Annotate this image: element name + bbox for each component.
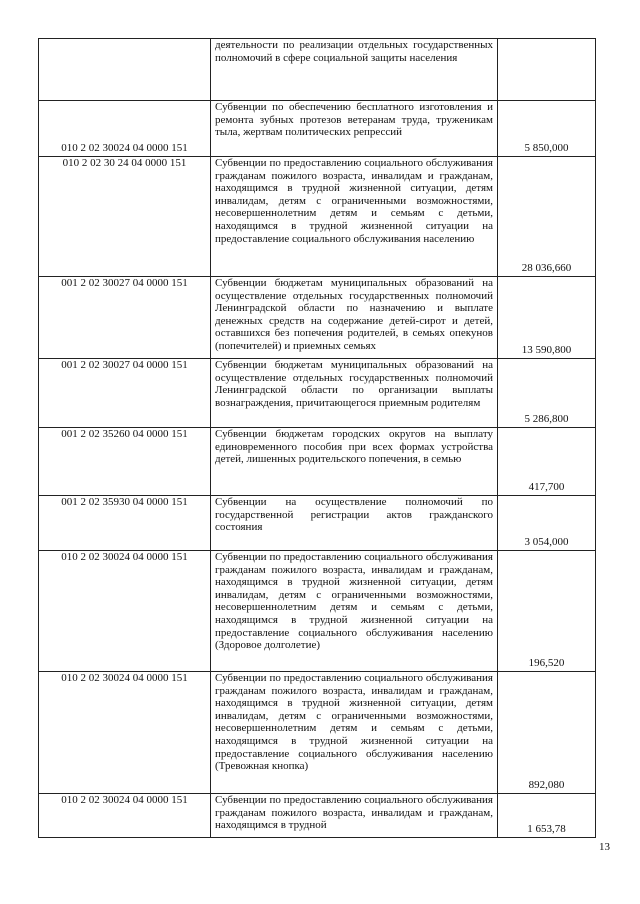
page-number: 13: [599, 841, 610, 853]
table-row: [39, 794, 596, 838]
table-row: [39, 157, 596, 277]
budget-code: 001 2 02 30027 04 0000 151: [39, 359, 211, 428]
amount: 892,080: [498, 672, 596, 794]
table-row: [39, 496, 596, 551]
amount: 5 850,000: [498, 101, 596, 157]
amount: 5 286,800: [498, 359, 596, 428]
budget-code: 010 2 02 30024 04 0000 151: [39, 672, 211, 794]
amount: 28 036,660: [498, 157, 596, 277]
income-description: Субвенции бюджетам городских округов на выплату единовременного пособия при всех формах устройства детей, лишенных родительского попечения, в семью: [211, 428, 498, 496]
income-description: Субвенции на осуществление полномочий по государственной регистрации актов гражданского состояния: [211, 496, 498, 551]
amount: 417,700: [498, 428, 596, 496]
income-description: Субвенции по предоставлению социального обслуживания гражданам пожилого возраста, инвалидам и гражданам, находящимся в трудной жизненной ситуации, детям инвалидам, детям с ограниченными возможностями, несовершеннолетним детям и семьям с детьми, находящимся в трудной жизненной ситуации на предоставление социального обслуживания населению (Здоровое долголетие): [211, 551, 498, 672]
income-description: Субвенции по обеспечению бесплатного изготовления и ремонта зубных протезов ветеранам труда, труженикам тыла, жертвам политических репрессий: [211, 101, 498, 157]
table-row: [39, 277, 596, 359]
budget-code: 010 2 02 30024 04 0000 151: [39, 101, 211, 157]
table-row: [39, 39, 596, 101]
budget-code: 001 2 02 35930 04 0000 151: [39, 496, 211, 551]
income-description: Субвенции бюджетам муниципальных образований на осуществление отдельных государственных полномочий Ленинградской области по организации выплаты вознаграждения, причитающегося приемным родителям: [211, 359, 498, 428]
budget-code: 010 2 02 30024 04 0000 151: [39, 551, 211, 672]
income-description: Субвенции по предоставлению социального обслуживания гражданам пожилого возраста, инвалидам и гражданам, находящимся в трудной жизненной ситуации, детям инвалидам, детям с ограниченными возможностями, несовершеннолетним детям и семьям с детьми, находящимся в трудной жизненной ситуации на предоставление социального обслуживания населению: [211, 157, 498, 277]
budget-code: 001 2 02 30027 04 0000 151: [39, 277, 211, 359]
income-description: Субвенции по предоставлению социального обслуживания гражданам пожилого возраста, инвалидам и гражданам, находящимся в трудной жизненной ситуации, детям инвалидам, детям с ограниченными возможностями, несовершеннолетним детям и семьям с детьми, находящимся в трудной жизненной ситуации на предоставление социального обслуживания населению (Тревожная кнопка): [211, 672, 498, 794]
income-description: деятельности по реализации отдельных государственных полномочий в сфере социальной защиты населения: [211, 39, 498, 101]
income-description: Субвенции бюджетам муниципальных образований на осуществление отдельных государственных полномочий Ленинградской области по назначению и выплате денежных средств на содержание детей-сирот и детей, оставшихся без попечения родителей, в семьях опекунов (попечителей) и приемных семьях: [211, 277, 498, 359]
amount: 13 590,800: [498, 277, 596, 359]
table-row: [39, 428, 596, 496]
amount: [498, 39, 596, 101]
budget-table: [38, 38, 596, 838]
amount: 1 653,78: [498, 794, 596, 838]
table-row: [39, 101, 596, 157]
amount: 196,520: [498, 551, 596, 672]
table-row: [39, 359, 596, 428]
income-description: Субвенции по предоставлению социального обслуживания гражданам пожилого возраста, инвалидам и гражданам, находящимся в трудной: [211, 794, 498, 838]
amount: 3 054,000: [498, 496, 596, 551]
table-row: [39, 672, 596, 794]
budget-code: 001 2 02 35260 04 0000 151: [39, 428, 211, 496]
table-row: [39, 551, 596, 672]
budget-code: [39, 39, 211, 101]
budget-code: 010 2 02 30024 04 0000 151: [39, 794, 211, 838]
budget-code: 010 2 02 30 24 04 0000 151: [39, 157, 211, 277]
